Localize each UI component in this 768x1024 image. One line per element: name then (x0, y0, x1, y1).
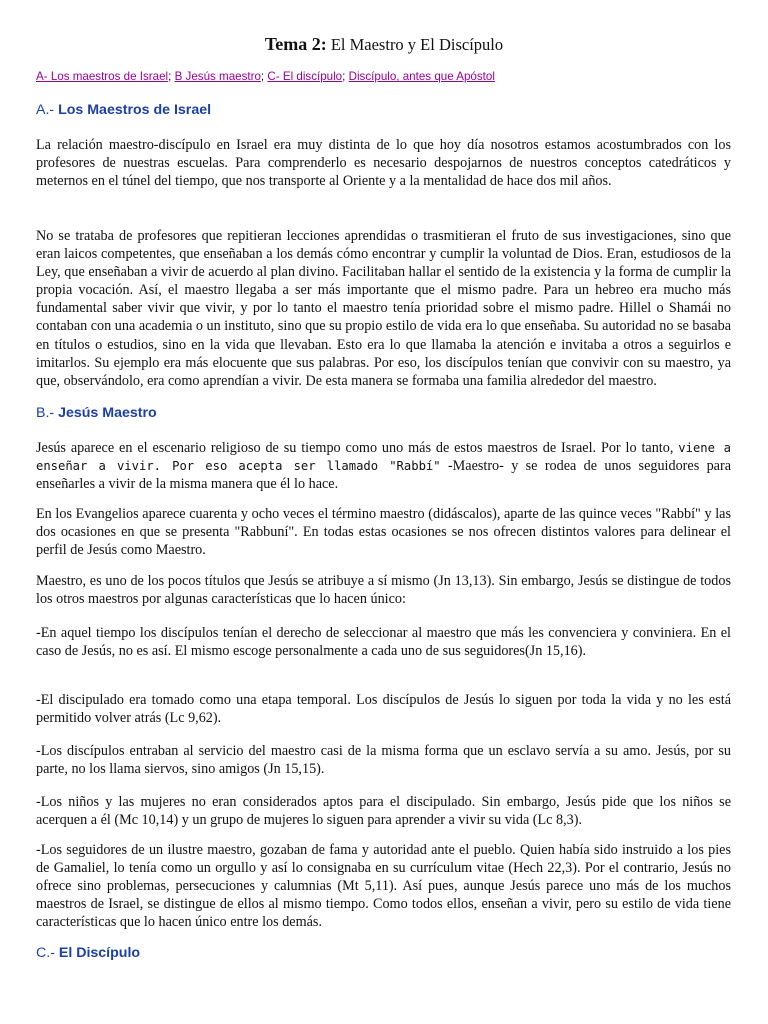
toc-link-maestros-israel[interactable]: A- Los maestros de Israel (36, 70, 169, 83)
paragraph: La relación maestro-discípulo en Israel era muy distinta de lo que hoy día nosotros estamos acostumbrados con los profesores de nuestras escuelas. Para comprenderlo es necesario despojarnos de nuestros conceptos catedráticos y meternos en el túnel del tiempo, que nos transporte al Oriente y a la mentalidad de hace dos mil años. (36, 137, 731, 190)
paragraph: No se trataba de profesores que repitieran lecciones aprendidas o trasmitieran el fruto de sus investigaciones, sino que eran laicos competentes, que enseñaban a los demás cómo encontrar y cumplir la voluntad de Dios. Eran, estudiosos de la Ley, que enseñaban a vivir de acuerdo al plan divino. Facilitaban hallar el sentido de la existencia y la forma de cumplir la propia vocación. Así, el maestro llegaba a ser más importante que el mismo padre. Para un hebreo era mucho más fundamental saber vivir que vivir, y por lo tanto el maestro tenía prioridad sobre el mismo padre. Hillel o Shamái no contaban con una academia o un instituto, sino que su propio estilo de vida era lo que enseñaba. Su autoridad no se basaba en títulos o estudios, sino en la vida que llevaban. Esto era lo que llamaba la atención e invitaba a otros a seguirlos e imitarlos. Su ejemplo era más elocuente que sus palabras. Por eso, los discípulos tenían que convivir con su maestro, ya que, observándolo, era como aprendían a vivir. De esta manera se formaba una familia alrededor del maestro. (36, 228, 731, 389)
section-name: Jesús Maestro (58, 405, 157, 421)
paragraph-text: -Maestro- y se rodea de unos seguidores para enseñarles a vivir de la misma manera que él lo hace. (36, 458, 731, 493)
page-title (0, 34, 768, 55)
paragraph: -Los niños y las mujeres no eran considerados aptos para el discipulado. Sin embargo, Jesús pide que los niños se acerquen a él (Mc 10,14) y un grupo de mujeres lo siguen para aprender a vivir su vida (Lc 8,3). (36, 794, 731, 829)
section-name: Los Maestros de Israel (58, 102, 212, 118)
paragraph: En los Evangelios aparece cuarenta y ocho veces el término maestro (didáscalos), aparte de las quince veces "Rabbí" y las dos ocasiones en que se presenta "Rabbuní". En todas estas ocasiones se nos ofrecen distintos valores para delinear el perfil de Jesús como Maestro. (36, 506, 731, 559)
section-prefix: A.- (36, 102, 59, 118)
paragraph-text: Jesús aparece en el escenario religioso de su tiempo como uno más de estos maestros de Israel. Por lo tanto, (36, 440, 674, 456)
title-rest: El Maestro y El Discípulo (326, 35, 504, 54)
section-heading-a (36, 101, 211, 119)
section-name: El Discípulo (58, 945, 141, 961)
paragraph: -El discipulado era tomado como una etapa temporal. Los discípulos de Jesús lo siguen por toda la vida y no les está permitido volver atrás (Lc 9,62). (36, 692, 731, 727)
paragraph-monospace-text: viene a enseñar a vivir. Por eso acepta ser llamado "Rabbí" (36, 441, 731, 474)
title-bold: Tema 2: (264, 34, 327, 54)
section-prefix: C.- (36, 945, 59, 961)
paragraph: -En aquel tiempo los discípulos tenían el derecho de seleccionar al maestro que más les convenciera y conviniera. En el caso de Jesús, no es así. El mismo escoge personalmente a cada uno de sus seguidores(Jn 15,16). (36, 625, 731, 660)
section-prefix: B.- (36, 405, 59, 421)
toc-separator: ; (260, 70, 265, 83)
toc-link-el-discipulo[interactable]: C- El discípulo (267, 70, 343, 83)
paragraph: Maestro, es uno de los pocos títulos que Jesús se atribuye a sí mismo (Jn 13,13). Sin embargo, Jesús se distingue de todos los otros maestros por algunas características que lo hacen único: (36, 573, 731, 608)
toc-link-jesus-maestro[interactable]: B Jesús maestro (174, 70, 261, 83)
section-heading-c (36, 944, 140, 962)
section-heading-b (36, 404, 157, 422)
toc-separator: ; (168, 70, 172, 83)
paragraph: -Los discípulos entraban al servicio del maestro casi de la misma forma que un esclavo servía a su amo. Jesús, por su parte, no los llama siervos, sino amigos (Jn 15,15). (36, 743, 731, 778)
paragraph (36, 439, 731, 493)
paragraph: -Los seguidores de un ilustre maestro, gozaban de fama y autoridad ante el pueblo. Quien había sido instruido a los pies de Gamaliel, lo tenía como un orgullo y así lo consignaba en su currículum vitae (Hech 22,3). Por el contrario, Jesús no ofrece sino problemas, persecuciones y calumnias (Mt 5,11). Así pues, aunque Jesús parece uno más de los muchos maestros de Israel, se distingue de ellos al mismo tiempo. Como todos ellos, enseñan a vivir, pero su estilo de vida tiene características que lo hacen único entre los demás. (36, 842, 731, 931)
toc-link-discipulo-apostol[interactable]: Discípulo, antes que Apóstol (348, 70, 495, 83)
table-of-contents (36, 69, 495, 85)
toc-separator: ; (342, 70, 346, 83)
